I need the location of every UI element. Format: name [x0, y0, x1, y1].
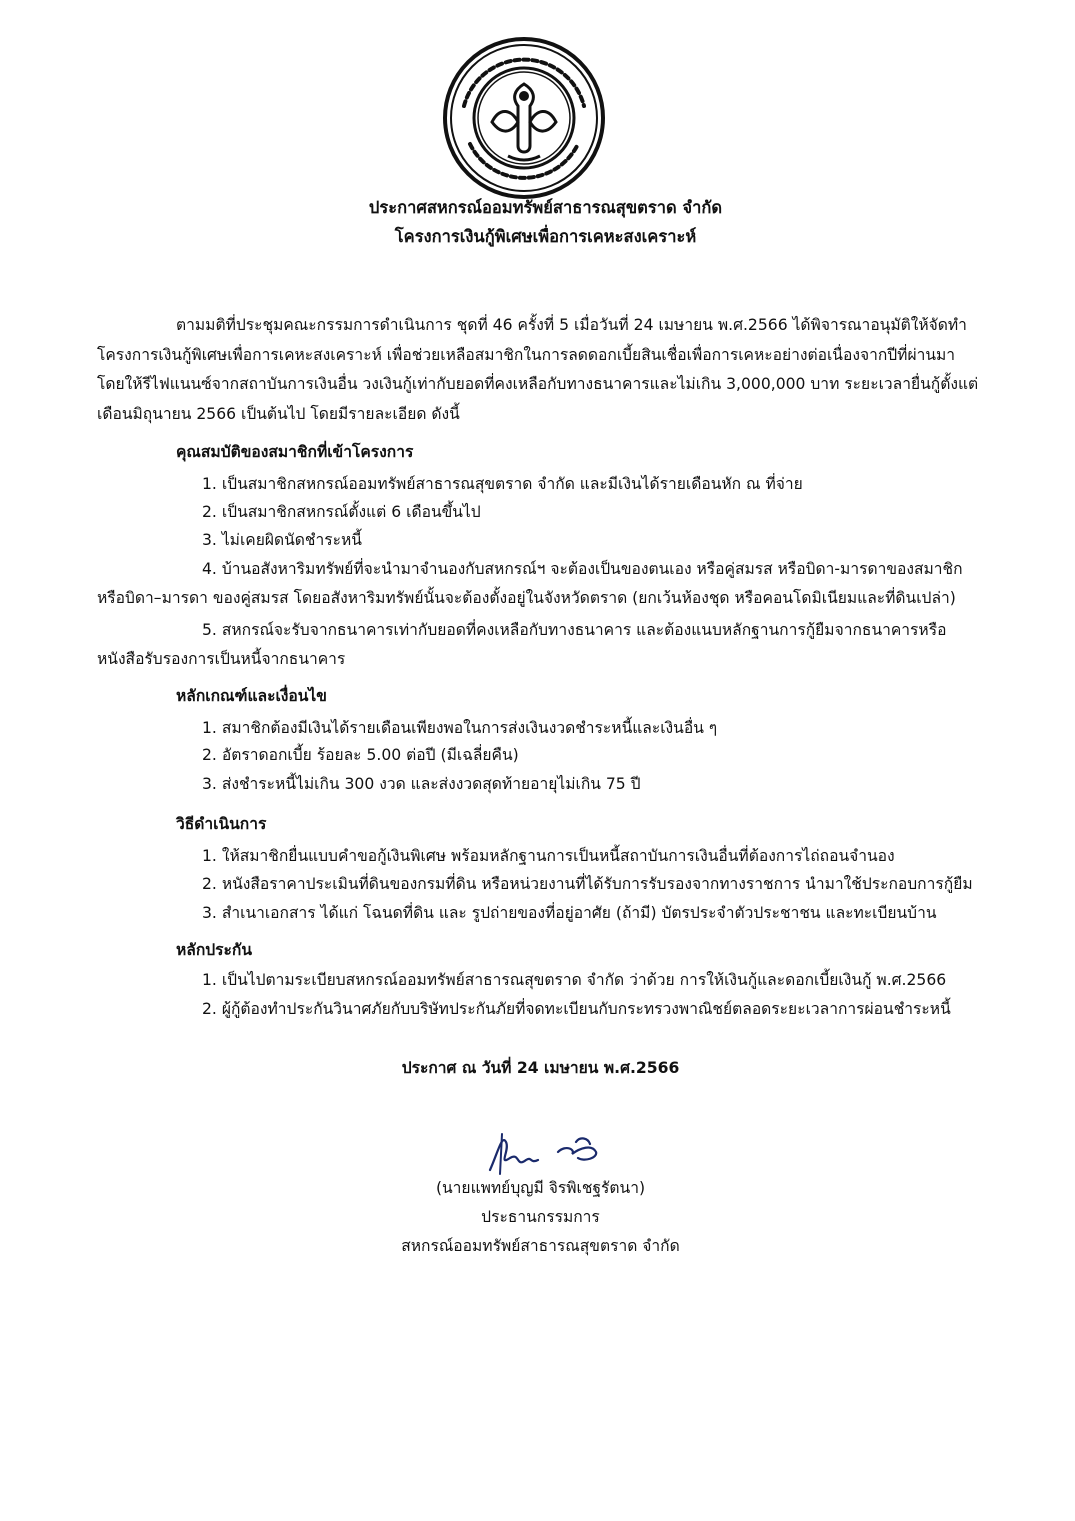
qualification-item: 5. สหกรณ์จะรับจากธนาคารเท่ากับยอดที่คงเหลือกับทางธนาคาร และต้องแนบหลักฐานการกู้ยืมจากธนาคารหรือ: [202, 621, 947, 639]
qualification-item-continued: หรือบิดา–มารดา ของคู่สมรส โดยอสังหาริมทรัพย์นั้นจะต้องตั้งอยู่ในจังหวัดตราด (ยกเว้นห้องชุด หรือคอนโดมิเนียมและที่ดินเปล่า): [97, 589, 956, 607]
intro-line: โดยให้รีไฟแนนซ์จากสถาบันการเงินอื่น วงเงินกู้เท่ากับยอดที่คงเหลือกับทางธนาคารและไม่เกิน 3,000,000 บาท ระยะเวลายื่นกู้ตั้งแต่: [97, 375, 979, 393]
announcement-date: ประกาศ ณ วันที่ 24 เมษายน พ.ศ.2566: [401, 1059, 680, 1077]
qualification-item: 3. ไม่เคยผิดนัดชำระหนี้: [202, 531, 362, 549]
signer-organization: สหกรณ์ออมทรัพย์สาธารณสุขตราด จำกัด: [401, 1237, 680, 1255]
intro-line: ตามมติที่ประชุมคณะกรรมการดำเนินการ ชุดที่ 46 ครั้งที่ 5 เมื่อวันที่ 24 เมษายน พ.ศ.2566 ได้พิจารณาอนุมัติให้จัดทำ: [176, 316, 967, 334]
qualification-item: 2. เป็นสมาชิกสหกรณ์ตั้งแต่ 6 เดือนขึ้นไป: [202, 503, 481, 521]
procedure-heading: วิธีดำเนินการ: [176, 815, 267, 833]
signature-image: [480, 1122, 630, 1182]
intro-paragraph: [97, 311, 1002, 429]
signer-position: ประธานกรรมการ: [481, 1208, 600, 1226]
page-title: ประกาศสหกรณ์ออมทรัพย์สาธารณสุขตราด จำกัด: [368, 198, 723, 217]
qualification-item: 1. เป็นสมาชิกสหกรณ์ออมทรัพย์สาธารณสุขตราด จำกัด และมีเงินได้รายเดือนหัก ณ ที่จ่าย: [202, 475, 803, 493]
intro-line: เดือนมิถุนายน 2566 เป็นต้นไป โดยมีรายละเอียด ดังนี้: [97, 404, 460, 423]
procedure-item: 2. หนังสือราคาประเมินที่ดินของกรมที่ดิน หรือหน่วยงานที่ได้รับการรับรองจากทางราชการ นำมาใช้ประกอบการกู้ยืม: [202, 875, 973, 893]
cooperative-seal-icon: [442, 36, 606, 200]
criteria-item: 1. สมาชิกต้องมีเงินได้รายเดือนเพียงพอในการส่งเงินงวดชำระหนี้และเงินอื่น ๆ: [202, 719, 718, 737]
qualification-item: 4. บ้านอสังหาริมทรัพย์ที่จะนำมาจำนองกับสหกรณ์ฯ จะต้องเป็นของตนเอง หรือคู่สมรส หรือบิดา-มารดาของสมาชิก: [202, 560, 963, 578]
collateral-item: 1. เป็นไปตามระเบียบสหกรณ์ออมทรัพย์สาธารณสุขตราด จำกัด ว่าด้วย การให้เงินกู้และดอกเบี้ยเงินกู้ พ.ศ.2566: [202, 971, 947, 989]
collateral-heading: หลักประกัน: [176, 941, 253, 959]
intro-line: โครงการเงินกู้พิเศษเพื่อการเคหะสงเคราะห์ เพื่อช่วยเหลือสมาชิกในการลดดอกเบี้ยสินเชื่อเพื่อการเคหะอย่างต่อเนื่องจากปีที่ผ่านมา: [97, 345, 956, 364]
criteria-heading: หลักเกณฑ์และเงื่อนไข: [176, 687, 327, 705]
criteria-item: 3. ส่งชำระหนี้ไม่เกิน 300 งวด และส่งงวดสุดท้ายอายุไม่เกิน 75 ปี: [202, 775, 641, 793]
criteria-item: 2. อัตราดอกเบี้ย ร้อยละ 5.00 ต่อปี (มีเฉลี่ยคืน): [202, 746, 519, 764]
page-subtitle: โครงการเงินกู้พิเศษเพื่อการเคหะสงเคราะห์: [394, 227, 697, 246]
procedure-item: 3. สำเนาเอกสาร ได้แก่ โฉนดที่ดิน และ รูปถ่ายของที่อยู่อาศัย (ถ้ามี) บัตรประจำตัวประชาชน และทะเบียนบ้าน: [202, 904, 937, 922]
qualification-item-continued: หนังสือรับรองการเป็นหนี้จากธนาคาร: [97, 650, 346, 668]
procedure-item: 1. ให้สมาชิกยื่นแบบคำขอกู้เงินพิเศษ พร้อมหลักฐานการเป็นหนี้สถาบันการเงินอื่นที่ต้องการไถ่ถอนจำนอง: [202, 847, 895, 865]
signer-name: (นายแพทย์บุญมี จิรพิเชฐรัตนา): [435, 1179, 646, 1197]
collateral-item: 2. ผู้กู้ต้องทำประกันวินาศภัยกับบริษัทประกันภัยที่จดทะเบียนกับกระทรวงพาณิชย์ตลอดระยะเวลาการผ่อนชำระหนี้: [202, 1000, 951, 1018]
qualifications-heading: คุณสมบัติของสมาชิกที่เข้าโครงการ: [176, 443, 414, 461]
